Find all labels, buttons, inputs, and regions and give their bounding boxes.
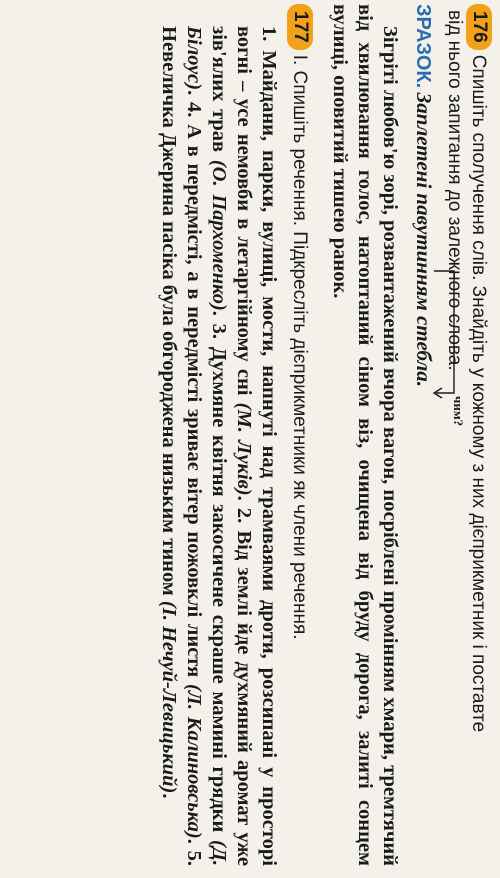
author-citation: (Д. Білоус) — [183, 26, 230, 866]
task-177-text: 1. Майдани, парки, вулиці, мости, напнуті над трамваями дроти, розсипані у просторі вогні – усе немовби в летаргійному сні (М. Луків). 2. Від землі йде духмяний аромат уже зів'ялих трав (О. Пархоменко). 3. Духмяне квітня закосичене скраше мамині грядки (Д. Білоус). 4. А в передмісті, а в передмісті зриває вітер пожовклі листя (Л. Калиновська). 5. Невеличка Джерина пасіка була обгороджена низьким тином (І. Нечуй-Левицький). — [158, 26, 280, 866]
task-number-badge: 176 — [466, 4, 492, 50]
sample-label: ЗРАЗОК. — [412, 4, 434, 89]
author-citation: (Л. Калиновська) — [183, 683, 205, 839]
sample-phrase: Заплетені павутинням стебла. — [412, 92, 436, 387]
author-citation: (І. Нечуй-Левицький) — [158, 600, 180, 794]
author-citation: (О. Пархоменко) — [208, 159, 230, 311]
task-176 — [327, 4, 492, 866]
sample-arrow-icon — [432, 269, 458, 399]
task-number-badge: 177 — [287, 4, 313, 50]
task-177 — [156, 4, 313, 866]
task-177-instruction: І. Спишіть речення. Підкресліть дієприкметники як члени речення. — [289, 54, 310, 640]
author-citation: (М. Луків) — [233, 402, 255, 496]
task-176-instruction-line2: від нього запитання до залежного слова. — [444, 10, 465, 371]
task-176-instruction-line1: Спишіть сполучення слів. Знайдіть у кожному з них дієприкметник і поставте — [468, 54, 489, 733]
task-176-text: Зігріті любов'ю зорі, розвантажений вчора вагон, посріблені промінням хмари, тремтячий від хвилювання голос, натоптаний сіном віз, очищена від бруду дорога, залиті сонцем вулиці, оповитий тишею ранок. — [329, 4, 401, 866]
sample-question: чим? — [451, 396, 466, 427]
